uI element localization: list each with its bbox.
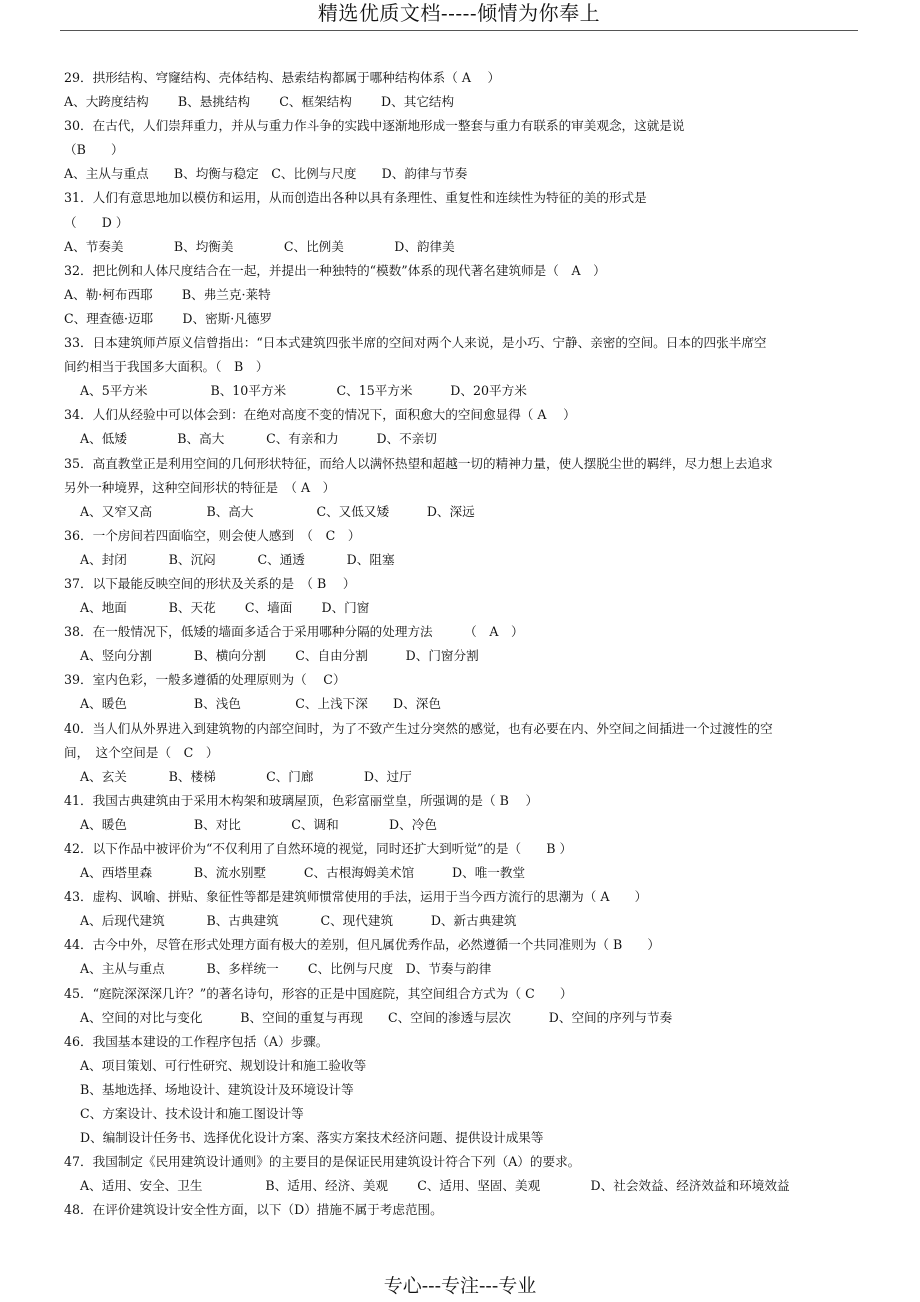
options-35: A、又窄又高 B、高大 C、又低又矮 D、深远 [80, 503, 475, 519]
question-43: 43．虚构、讽喻、拼贴、象征性等都是建筑师惯常使用的手法，运用于当今西方流行的思潮为（ A ） [64, 889, 648, 905]
question-41: 41．我国古典建筑由于采用木构架和玻璃屋顶，色彩富丽堂皇，所强调的是（ B ） [64, 792, 539, 808]
option-46-d: D、编制设计任务书、选择优化设计方案、落实方案技术经济问题、提供设计成果等 [80, 1130, 544, 1146]
options-33: A、5平方米 B、10平方米 C、15平方米 D、20平方米 [80, 383, 527, 399]
option-46-c: C、方案设计、技术设计和施工图设计等 [80, 1106, 304, 1122]
question-42: 42．以下作品中被评价为“不仅利用了自然环境的视觉，同时还扩大到听觉”的是（ B ） [64, 841, 573, 856]
question-35: 35．高直教堂正是利用空间的几何形状特征，而给人以满怀热望和超越一切的精神力量，使人摆脱尘世的羁绊，尽力想上去追求 [64, 455, 773, 471]
question-list [64, 66, 854, 1223]
options-30: A、主从与重点 B、均衡与稳定 C、比例与尺度 D、韵律与节奏 [64, 166, 468, 182]
question-39: 39．室内色彩，一般多遵循的处理原则为（ C） [64, 672, 346, 688]
page-header [60, 0, 858, 31]
options-32-cd: C、理查德·迈耶 D、密斯·凡德罗 [64, 310, 273, 326]
options-39: A、暖色 B、浅色 C、上浅下深 D、深色 [80, 696, 441, 712]
question-30: 30．在古代，人们崇拜重力，并从与重力作斗争的实践中逐渐地形成一整套与重力有联系的审美观念，这就是说 [64, 118, 685, 134]
question-40: 40．当人们从外界进入到建筑物的内部空间时，为了不致产生过分突然的感觉，也有必要在内、外空间之间插进一个过渡性的空 [64, 720, 773, 736]
options-47: A、适用、安全、卫生 B、适用、经济、美观 C、适用、坚固、美观 D、社会效益、经济效益和环境效益 [80, 1178, 790, 1194]
answer-31: （ D ） [64, 214, 129, 230]
question-48: 48．在评价建筑设计安全性方面，以下（D）措施不属于考虑范围。 [64, 1202, 443, 1218]
question-33-cont: 间约相当于我国多大面积。（ B ） [64, 359, 269, 375]
question-34: 34．人们从经验中可以体会到：在绝对高度不变的情况下，面积愈大的空间愈显得（ A ） [64, 407, 576, 423]
question-46: 46．我国基本建设的工作程序包括（A）步骤。 [64, 1033, 329, 1049]
question-37: 37．以下最能反映空间的形状及关系的是 （ B ） [64, 575, 356, 591]
question-36: 36．一个房间若四面临空，则会使人感到 （ C ） [64, 527, 361, 543]
option-46-a: A、项目策划、可行性研究、规划设计和施工验收等 [80, 1057, 367, 1073]
question-40-cont: 间， 这个空间是（ C ） [64, 744, 219, 760]
options-29: A、大跨度结构 B、悬挑结构 C、框架结构 D、其它结构 [64, 94, 455, 110]
options-41: A、暖色 B、对比 C、调和 D、冷色 [80, 816, 437, 832]
options-42: A、西塔里森 B、流水别墅 C、古根海姆美术馆 D、唯一教堂 [80, 865, 526, 881]
options-44: A、主从与重点 B、多样统一 C、比例与尺度 D、节奏与韵律 [80, 961, 492, 977]
options-32-ab: A、勒·柯布西耶 B、弗兰克·莱特 [64, 286, 271, 302]
answer-30: （B ） [64, 142, 124, 158]
footer-text: 专心---专注---专业 [383, 1275, 537, 1297]
options-40: A、玄关 B、楼梯 C、门廊 D、过厅 [80, 768, 412, 784]
options-38: A、竖向分割 B、横向分割 C、自由分割 D、门窗分割 [80, 648, 479, 664]
question-47: 47．我国制定《民用建筑设计通则》的主要目的是保证民用建筑设计符合下列（A）的要求。 [64, 1154, 581, 1170]
options-37: A、地面 B、天花 C、墙面 D、门窗 [80, 600, 370, 616]
option-46-b: B、基地选择、场地设计、建筑设计及环境设计等 [80, 1081, 354, 1097]
question-45: 45．“庭院深深深几许？”的著名诗句，形容的正是中国庭院，其空间组合方式为（ C ） [64, 985, 573, 1001]
question-44: 44．古今中外，尽管在形式处理方面有极大的差别，但凡属优秀作品，必然遵循一个共同准则为（ B ） [64, 937, 661, 953]
options-31: A、节奏美 B、均衡美 C、比例美 D、韵律美 [64, 238, 455, 254]
options-34: A、低矮 B、高大 C、有亲和力 D、不亲切 [80, 431, 437, 447]
question-33: 33．日本建筑师芦原义信曾指出：“日本式建筑四张半席的空间对两个人来说，是小巧、宁静、亲密的空间。日本的四张半席空 [64, 335, 767, 351]
options-45: A、空间的对比与变化 B、空间的重复与再现 C、空间的渗透与层次 D、空间的序列与节奏 [80, 1009, 673, 1025]
page-footer [0, 1274, 920, 1298]
question-38: 38．在一般情况下，低矮的墙面多适合于采用哪种分隔的处理方法 （ A ） [64, 624, 524, 640]
header-title: 精选优质文档-----倾情为你奉上 [317, 1, 601, 25]
question-29: 29．拱形结构、穹窿结构、壳体结构、悬索结构都属于哪种结构体系（ A ） [64, 70, 501, 85]
question-35-cont: 另外一种境界，这种空间形状的特征是 （ A ） [64, 479, 336, 495]
options-36: A、封闭 B、沉闷 C、通透 D、阻塞 [80, 551, 395, 567]
question-31: 31．人们有意思地加以模仿和运用，从而创造出各种以具有条理性、重复性和连续性为特征的美的形式是 [64, 190, 647, 206]
options-43: A、后现代建筑 B、古典建筑 C、现代建筑 D、新古典建筑 [80, 913, 517, 929]
question-32: 32．把比例和人体尺度结合在一起，并提出一种独特的“模数”体系的现代著名建筑师是（ A ） [64, 262, 606, 278]
